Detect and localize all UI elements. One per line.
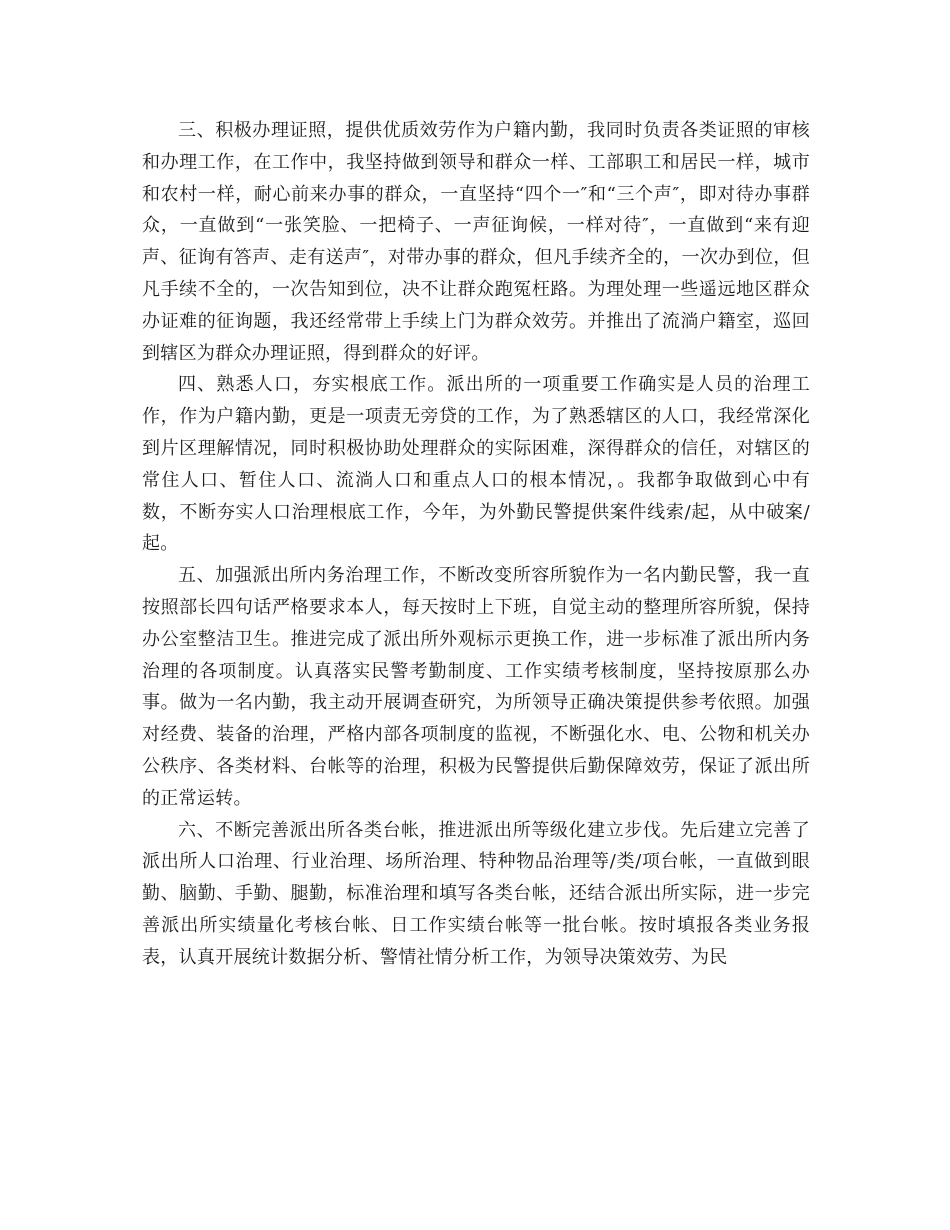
- paragraph-ledgers: 六、不断完善派出所各类台帐，推进派出所等级化建立步伐。先后建立完善了派出所人口治理、行业治理、场所治理、特种物品治理等/类/项台帐，一直做到眼勤、脑勤、手勤、腿勤，标准治理和填写各类台帐，还结合派出所实际，进一步完善派出所实绩量化考核台帐、日工作实绩台帐等一批台帐。按时填报各类业务报表，认真开展统计数据分析、警情社情分析工作，为领导决策效劳、为民: [142, 819, 810, 968]
- paragraph-internal-affairs: 五、加强派出所内务治理工作，不断改变所容所貌作为一名内勤民警，我一直按照部长四句话严格要求本人，每天按时上下班，自觉主动的整理所容所貌，保持办公室整洁卫生。推进完成了派出所外观标示更换工作，进一步标准了派出所内务治理的各项制度。认真落实民警考勤制度、工作实绩考核制度，坚持按原那么办事。做为一名内勤，我主动开展调查研究，为所领导正确决策提供参考依照。加强对经费、装备的治理，严格内部各项制度的监视，不断强化水、电、公物和机关办公秩序、各类材料、台帐等的治理，积极为民警提供后勤保障效劳，保证了派出所的正常运转。: [142, 565, 810, 809]
- paragraph-certificates: 三、积极办理证照，提供优质效劳作为户籍内勤，我同时负责各类证照的审核和办理工作，在工作中，我坚持做到领导和群众一样、工部职工和居民一样，城市和农村一样，耐心前来办事的群众，一直坚持“四个一″和“三个声″，即对待办事群众，一直做到“一张笑脸、一把椅子、一声征询候，一样对待″，一直做到“来有迎声、征询有答声、走有送声″，对带办事的群众，但凡手续齐全的，一次办到位，但凡手续不全的，一次告知到位，决不让群众跑冤枉路。为理处理一些遥远地区群众办证难的征询题，我还经常带上手续上门为群众效劳。并推出了流淌户籍室，巡回到辖区为群众办理证照，得到群众的好评。: [142, 120, 810, 364]
- paragraph-population: 四、熟悉人口，夯实根底工作。派出所的一项重要工作确实是人员的治理工作，作为户籍内勤，更是一项责无旁贷的工作，为了熟悉辖区的人口，我经常深化到片区理解情况，同时积极协助处理群众的实际困难，深得群众的信任，对辖区的常住人口、暂住人口、流淌人口和重点人口的根本情况，。我都争取做到心中有数，不断夯实人口治理根底工作，今年，为外勤民警提供案件线索/起，从中破案/起。: [142, 374, 810, 555]
- document-body: [142, 115, 810, 974]
